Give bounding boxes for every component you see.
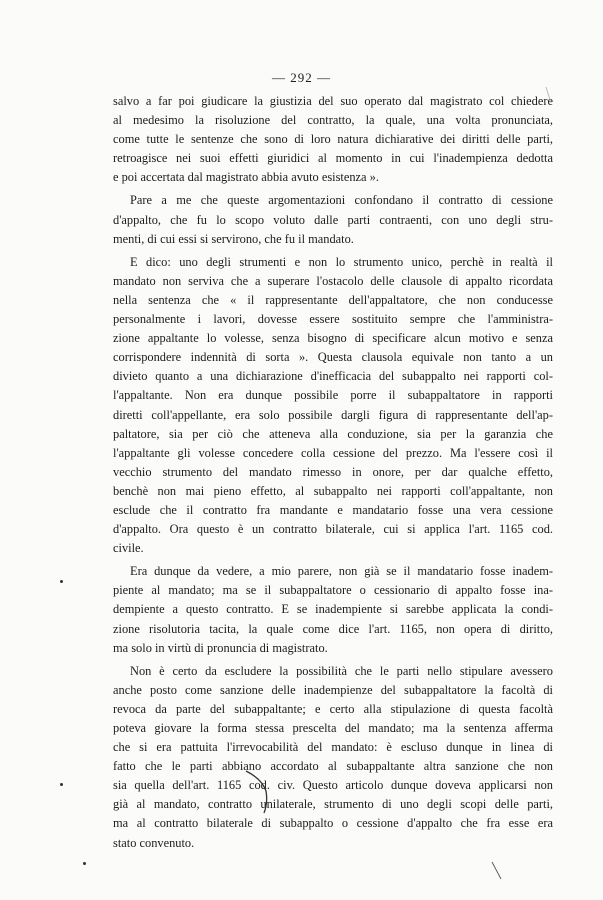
- text-line: poteva giovare la forma stessa prescelta del mandato; ma la sentenza afferma: [113, 721, 553, 735]
- text-line: mandato non serviva che a superare l'ostacolo delle clausole di appalto ricordata: [113, 273, 553, 288]
- scan-scratch-mark: [490, 860, 504, 882]
- paragraph: [113, 191, 553, 248]
- text-line: civile.: [113, 541, 144, 556]
- text-line: Era dunque da vedere, a mio parere, non già se il mandatario fosse inadem-: [130, 564, 553, 579]
- text-line: l'appaltante. Non era dunque possibile porre il subappaltatore in rapporti: [113, 388, 553, 403]
- text-line: benchè non mai pieno effetto, al subappalto nei rapporti coll'appaltante, non: [113, 483, 553, 498]
- body-text: [113, 92, 553, 853]
- scan-speck: [83, 862, 86, 865]
- page-number: — 292 —: [272, 70, 331, 85]
- scan-speck: [60, 783, 63, 786]
- text-line: anche posto come sanzione delle inadempienze del subappaltatore la facoltà di: [113, 682, 553, 697]
- text-line: paltatore, sia per ciò che atteneva alla conduzione, sia per la garanzia che: [113, 426, 553, 441]
- text-line: Non è certo da escludere la possibilità che le parti nello stipulare avessero: [130, 663, 553, 678]
- text-line: ma solo in virtù di pronuncia di magistrato.: [113, 640, 328, 655]
- text-line: divieto quanto a una dichiarazione d'inefficacia del subappalto nei rapporti col-: [113, 369, 553, 384]
- paragraph: [113, 662, 553, 853]
- pen-stroke-mark: [242, 765, 278, 817]
- text-line: piente al mandato; ma se il subappaltatore o cessionario di appalto fosse ina-: [113, 583, 553, 598]
- text-line: esclude che il contratto fra mandante e mandatario fosse una vera cessione: [113, 502, 553, 517]
- text-line: come tutte le sentenze che sono di loro natura dichiarative dei diritti delle parti,: [113, 132, 553, 147]
- text-line: zione appaltante lo volesse, senza bisogno di specificare alcun motivo e senza: [113, 331, 553, 346]
- text-line: al medesimo la risoluzione del contratto, la quale, una volta pronunciata,: [113, 113, 553, 128]
- text-line: zione risolutoria tacita, la quale come dice l'art. 1165, non opera di diritto,: [113, 621, 553, 636]
- scan-speck: [60, 580, 63, 583]
- scan-scratch-mark: [544, 85, 554, 107]
- text-line: revoca da parte del subappaltante; e certo alla stipulazione di questa facoltà: [113, 701, 553, 716]
- text-line: che si era pattuita l'irrevocabilità del mandato: è escluso dunque in linea di: [113, 740, 553, 755]
- paragraph: [113, 253, 553, 559]
- text-line: personalmente i lavori, dovesse essere sostituito sempre che l'amministra-: [113, 312, 553, 327]
- text-line: già al mandato, contratto unilaterale, strumento di uno degli scopi delle parti,: [113, 797, 553, 812]
- text-line: stato convenuto.: [113, 835, 195, 850]
- text-line: nella sentenza che « il rappresentante dell'appaltatore, che non conducesse: [113, 292, 553, 307]
- text-line: salvo a far poi giudicare la giustizia del suo operato dal magistrato col chiedere: [113, 94, 553, 108]
- text-line: ma al contratto bilaterale di subappalto o cessione d'appalto che fra esse era: [113, 816, 553, 831]
- paragraph: [113, 562, 553, 657]
- text-line: vecchio strumento del mandato rimesso in onore, per dar qualche effetto,: [113, 464, 553, 479]
- text-line: Pare a me che queste argomentazioni confondano il contratto di cessione: [130, 193, 553, 208]
- text-line: e poi accertata dal magistrato abbia avuto esistenza ».: [113, 170, 379, 185]
- text-line: l'appaltante gli volesse concedere colla cessione del prezzo. Ma l'essere così il: [113, 445, 553, 460]
- text-line: dempiente a questo contratto. E se inadempiente si sarebbe applicata la condi-: [113, 602, 553, 617]
- text-line: diretti coll'appellante, era solo possibile dargli figura di rappresentante dell'ap-: [113, 407, 553, 422]
- text-line: corrispondere indennità di sorta ». Questa clausola equivale non tanto a un: [113, 350, 553, 365]
- text-line: fatto che le parti abbiano accordato al subappaltante altra sanzione che non: [113, 759, 553, 774]
- text-line: retroagisce nei suoi effetti giuridici al momento in cui l'inadempienza dedotta: [113, 151, 553, 166]
- text-line: E dico: uno degli strumenti e non lo strumento unico, perchè in realtà il: [130, 254, 553, 269]
- text-line: menti, di cui essi si servirono, che fu il mandato.: [113, 231, 354, 246]
- text-line: d'appalto. Ora questo è un contratto bilaterale, cui si applica l'art. 1165 cod.: [113, 522, 553, 537]
- text-line: sia quella dell'art. 1165 cod. civ. Questo articolo dunque doveva applicarsi non: [113, 778, 553, 793]
- paragraph: [113, 92, 553, 187]
- text-line: d'appalto, che fu lo scopo voluto dalle parti contraenti, con uno degli stru-: [113, 212, 553, 227]
